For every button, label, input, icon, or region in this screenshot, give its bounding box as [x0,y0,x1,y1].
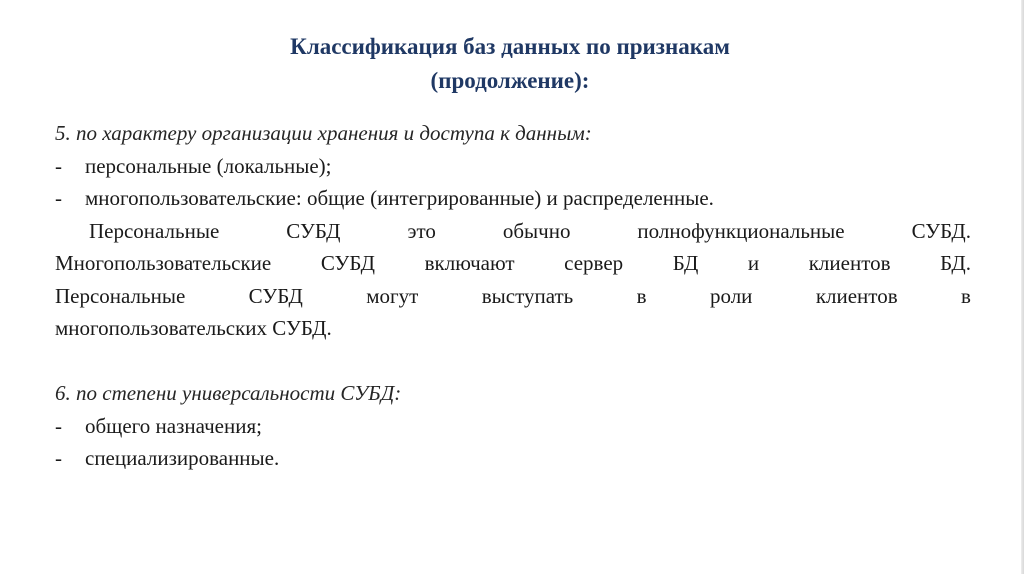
list-item-text: общего назначения; [85,413,262,438]
list-item-text: персональные (локальные); [85,153,332,178]
slide-title-line-2: (продолжение): [430,68,590,93]
paragraph-line: многопользовательских СУБД. [55,316,332,340]
section-5-heading: 5. по характеру организации хранения и доступа к данным: [55,121,592,145]
list-item [55,150,971,183]
list-dash: - [55,446,62,470]
list-dash: - [55,186,62,210]
section-5-paragraph [55,215,971,345]
paragraph-line: Многопользовательские СУБД включают сервер БД и клиентов БД. [55,251,971,275]
list-item-text: многопользовательские: общие (интегрированные) и распределенные. [85,186,714,210]
list-dash: - [55,153,62,178]
paragraph-line: Персональные СУБД могут выступать в роли клиентов в [55,283,971,308]
list-item-text: специализированные. [85,446,280,470]
slide-title-line-1: Классификация баз данных по признакам [290,34,730,59]
section-6-heading: 6. по степени универсальности СУБД: [55,381,402,405]
section-spacer [55,345,971,378]
list-item [55,182,971,215]
slide-title [160,30,860,98]
list-item [55,442,971,475]
paragraph-line: Персональные СУБД это обычно полнофункциональные СУБД. [89,218,971,243]
list-dash: - [55,413,62,438]
list-item [55,410,971,443]
slide-content [55,117,971,475]
